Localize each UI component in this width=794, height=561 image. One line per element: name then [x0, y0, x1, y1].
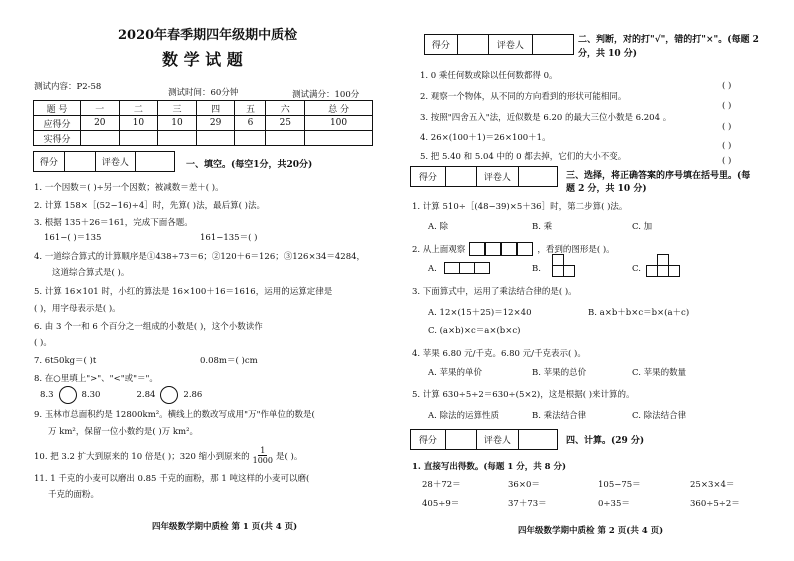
- question-7b: 0.08m＝( )cm: [200, 356, 258, 366]
- page-footer: 四年级数学期中质检 第 2 页(共 4 页): [518, 526, 664, 536]
- table-cell: 一: [81, 101, 120, 116]
- section-3-heading: 三、选择，将正确答案的序号填在括号里。(每: [566, 171, 751, 181]
- choice-4-c: C. 苹果的数量: [632, 368, 687, 378]
- choice-1-c: C. 加: [632, 222, 653, 232]
- section-4-q1: 1. 直接写出得数。(每题 1 分，共 8 分): [412, 462, 567, 472]
- table-cell: 六: [266, 101, 305, 116]
- score-label: 得分: [34, 152, 65, 171]
- figure-b: [552, 254, 578, 278]
- figure-a: [444, 262, 504, 275]
- question-8-compare: [40, 386, 202, 404]
- table-cell: 10: [158, 116, 197, 131]
- score-table: [33, 100, 373, 146]
- question-3a: 161−( )＝135: [44, 233, 102, 243]
- cube-stack-figure: [469, 242, 533, 256]
- judge-3: 3. 按照"四舍五入"法，近似数是 6.20 的最大三位小数是 6.204 。: [420, 113, 672, 123]
- table-cell: 三: [158, 101, 197, 116]
- score-table-row: [34, 131, 373, 146]
- choice-1-b: B. 乘: [532, 222, 553, 232]
- score-table-row: [34, 116, 373, 131]
- question-4b: 这道综合算式是( )。: [52, 268, 130, 278]
- grader-label: 评卷人: [477, 430, 520, 449]
- answer-paren[interactable]: ( ): [722, 156, 732, 166]
- score-field[interactable]: [65, 152, 96, 171]
- table-cell[interactable]: [196, 131, 235, 146]
- grader-field[interactable]: [519, 167, 557, 186]
- table-cell: 二: [119, 101, 158, 116]
- table-cell: 25: [266, 116, 305, 131]
- judge-2: 2. 观察一个物体，从不同的方向看到的形状可能相同。: [420, 92, 627, 102]
- grader-field[interactable]: [533, 35, 573, 54]
- table-cell: 100: [305, 116, 373, 131]
- compare-value: 8.30: [81, 390, 101, 400]
- calc-item: 37＋73＝: [508, 499, 547, 509]
- answer-paren[interactable]: ( ): [722, 122, 732, 132]
- question-10a: 10. 把 3.2 扩大到原来的 10 倍是( )；320 缩小到原来的: [34, 451, 250, 462]
- choice-3-c: C. (a×b)×c＝a×(b×c): [428, 326, 521, 336]
- choice-2-a: A.: [428, 264, 437, 274]
- fraction: [253, 446, 273, 465]
- table-cell: 四: [196, 101, 235, 116]
- section-1-heading: 一、填空。(每空1分，共20分): [186, 160, 313, 170]
- question-5b: ( )，用字母表示是( )。: [34, 304, 121, 314]
- compare-value: 2.84: [136, 390, 156, 400]
- page-footer: 四年级数学期中质检 第 1 页(共 4 页): [152, 522, 298, 532]
- calc-item: 36×0＝: [508, 480, 540, 490]
- section-2-heading-cont: 分，共 10 分): [578, 49, 638, 59]
- table-cell: 五: [235, 101, 266, 116]
- section-3-heading-cont: 题 2 分，共 10 分): [566, 184, 647, 194]
- grader-field[interactable]: [136, 152, 174, 171]
- choice-3-b: B. a×b＋b×c＝b×(a＋c): [588, 308, 690, 318]
- grader-label: 评卷人: [96, 152, 137, 171]
- grader-box-1: [33, 151, 175, 172]
- score-field[interactable]: [446, 167, 477, 186]
- judge-4: 4. 26×(100＋1)＝26×100＋1。: [420, 133, 551, 143]
- table-cell: 题 号: [34, 101, 81, 116]
- table-cell[interactable]: [235, 131, 266, 146]
- calc-item: 0÷35＝: [598, 499, 630, 509]
- answer-paren[interactable]: ( ): [722, 81, 732, 91]
- left-page: [0, 0, 392, 561]
- test-full-score: 测试满分：100分: [292, 90, 360, 100]
- question-10b: 是( )。: [275, 451, 303, 462]
- question-4: 4. 一道综合算式的计算顺序是①438÷73＝6；②120＋6＝126；③126×34＝4284，: [34, 252, 366, 262]
- choice-5-b: B. 乘法结合律: [532, 411, 587, 421]
- answer-paren[interactable]: ( ): [722, 141, 732, 151]
- exam-subtitle: 数 学 试 题: [162, 50, 243, 69]
- table-cell[interactable]: [119, 131, 158, 146]
- table-cell[interactable]: [158, 131, 197, 146]
- section-2-heading: 二、判断，对的打"√"，错的打"×"。(每题 2: [578, 35, 759, 45]
- choice-1: 1. 计算 510÷［(48−39)×5＋36］时，第二步算( )法。: [412, 202, 628, 212]
- choice-4: 4. 苹果 6.80 元/千克。6.80 元/千克表示( )。: [412, 349, 586, 359]
- question-1: 1. 一个因数＝( )÷另一个因数；被减数＝差＋( )。: [34, 183, 224, 193]
- table-cell: 实得分: [34, 131, 81, 146]
- table-cell: 应得分: [34, 116, 81, 131]
- choice-5: 5. 计算 630÷5÷2＝630÷(5×2)，这是根据( )来计算的。: [412, 390, 635, 400]
- judge-5: 5. 把 5.40 和 5.04 中的 0 都去掉，它们的大小不变。: [420, 152, 627, 162]
- judge-1: 1. 0 乘任何数或除以任何数都得 0。: [420, 71, 558, 81]
- choice-2-text-b: ，看到的图形是( )。: [537, 245, 615, 255]
- question-3b: 161−135＝( ): [200, 233, 258, 243]
- question-9: 9. 玉林市总面积约是 12800km²。横线上的数改写成用"万"作单位的数是(: [34, 410, 315, 420]
- calc-item: 405÷9＝: [422, 499, 460, 509]
- question-6b: ( )。: [34, 338, 52, 348]
- test-time: 测试时间：60分钟: [168, 88, 239, 98]
- grader-box-2: [424, 34, 574, 55]
- choice-2-text: 2. 从上面观察: [412, 245, 466, 255]
- choice-3-a: A. 12×(15＋25)＝12×40: [428, 308, 532, 318]
- test-content: 测试内容：P2-58: [34, 82, 102, 92]
- question-8: 8. 在○里填上">"、"<"或"＝"。: [34, 374, 158, 384]
- table-cell: 20: [81, 116, 120, 131]
- calc-item: 25×3×4＝: [690, 480, 735, 490]
- right-page: [400, 0, 794, 561]
- grader-label: 评卷人: [477, 167, 520, 186]
- score-table-header: [34, 101, 373, 116]
- question-5: 5. 计算 16×101 时，小红的算法是 16×100＋16＝1616，运用的运算定律是: [34, 287, 333, 297]
- choice-2-b: B.: [532, 264, 541, 274]
- score-label: 得分: [411, 167, 446, 186]
- grader-box-4: [410, 429, 558, 450]
- table-cell[interactable]: [305, 131, 373, 146]
- compare-circle[interactable]: [59, 386, 77, 404]
- exam-title: 2020年春季期四年级期中质检: [118, 28, 298, 43]
- choice-2: [412, 242, 615, 256]
- choice-3: 3. 下面算式中，运用了乘法结合律的是( )。: [412, 287, 577, 297]
- table-cell[interactable]: [266, 131, 305, 146]
- choice-1-a: A. 除: [428, 222, 449, 232]
- grader-field[interactable]: [519, 430, 557, 449]
- answer-paren[interactable]: ( ): [722, 101, 732, 111]
- score-label: 得分: [411, 430, 446, 449]
- question-11b: 千克的面粉。: [48, 490, 100, 500]
- question-7a: 7. 6t50kg＝( )t: [34, 356, 97, 366]
- figure-c: [646, 254, 682, 278]
- table-cell: 6: [235, 116, 266, 131]
- table-cell: 29: [196, 116, 235, 131]
- question-6: 6. 由 3 个一和 6 个百分之一组成的小数是( )，这个小数读作: [34, 322, 263, 332]
- compare-value: 8.3: [40, 390, 54, 400]
- grader-box-3: [410, 166, 558, 187]
- compare-value: 2.86: [183, 390, 203, 400]
- table-cell[interactable]: [81, 131, 120, 146]
- question-2: 2. 计算 158×［(52−16)÷4］时，先算( )法，最后算( )法。: [34, 201, 265, 211]
- choice-2-c: C.: [632, 264, 641, 274]
- question-10: [34, 446, 302, 465]
- calc-item: 360÷5÷2＝: [690, 499, 740, 509]
- question-11: 11. 1 千克的小麦可以磨出 0.85 千克的面粉，那 1 吨这样的小麦可以磨(: [34, 474, 310, 484]
- question-3: 3. 根据 135＋26＝161，完成下面各题。: [34, 218, 193, 228]
- choice-4-a: A. 苹果的单价: [428, 368, 483, 378]
- score-field[interactable]: [458, 35, 489, 54]
- choice-4-b: B. 苹果的总价: [532, 368, 587, 378]
- table-cell: 总 分: [305, 101, 373, 116]
- fraction-numerator: 1: [260, 446, 266, 455]
- grader-label: 评卷人: [489, 35, 534, 54]
- calc-item: 105−75＝: [598, 480, 641, 490]
- choice-5-a: A. 除法的运算性质: [428, 411, 500, 421]
- score-field[interactable]: [446, 430, 477, 449]
- table-cell: 10: [119, 116, 158, 131]
- choice-5-c: C. 除法结合律: [632, 411, 687, 421]
- score-label: 得分: [425, 35, 458, 54]
- question-9b: 万 km²，保留一位小数约是( )万 km²。: [48, 427, 198, 437]
- fraction-denominator: 1000: [252, 456, 273, 465]
- calc-item: 28＋72＝: [422, 480, 461, 490]
- section-4-heading: 四、计算。(29 分): [566, 436, 645, 446]
- compare-circle[interactable]: [160, 386, 178, 404]
